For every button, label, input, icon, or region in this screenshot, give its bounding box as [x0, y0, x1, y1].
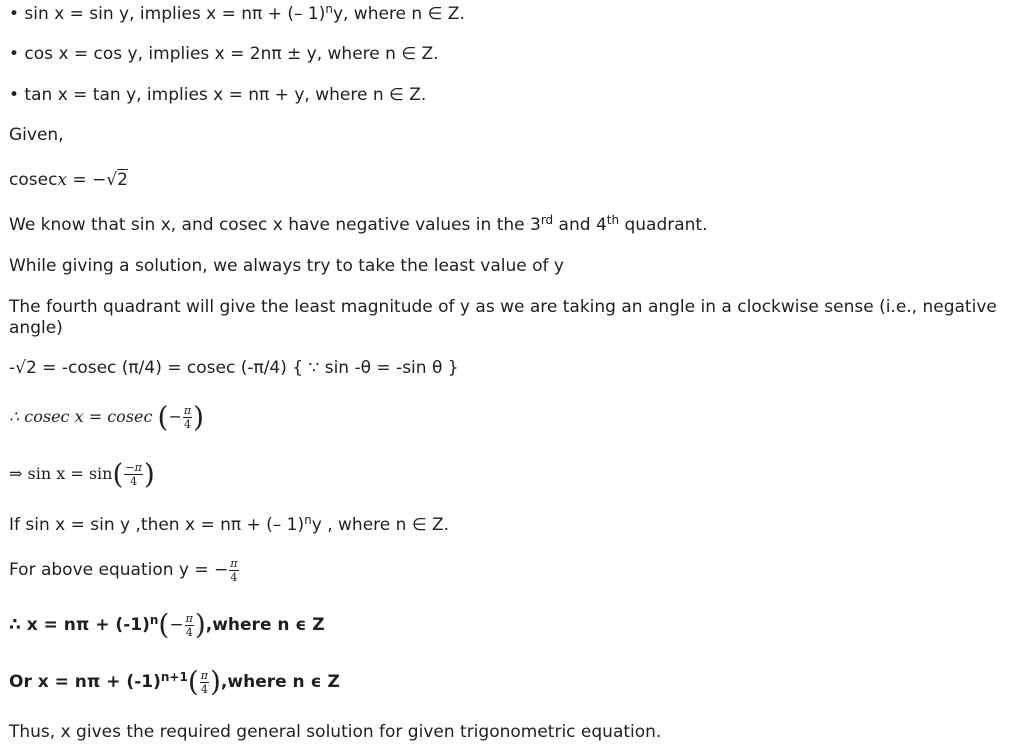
- y-value-equation: For above equation y = − $\frac{\pi}{4}$: [9, 556, 238, 584]
- result-equation-1: ∴ $x = n\pi + (-1)^n(-$ $\frac{\pi}{4}$ ),where n ϵ Z: [9, 608, 325, 641]
- cosec-equation: cosecx = −√2: [9, 170, 128, 190]
- conclusion-text: Thus, x gives the required general solution for given trigonometric equation.: [9, 722, 662, 742]
- given-label: Given,: [9, 125, 64, 145]
- bullet-cos-rule: • cos x = cos y, implies x = 2nπ ± y, where n ∈ Z.: [9, 44, 439, 64]
- fourth-quadrant-text: The fourth quadrant will give the least magnitude of y as we are taking an angle in a clockwise sense (i.e., negative angle): [9, 297, 997, 338]
- bullet-tan-rule: • tan x = tan y, implies x = nπ + y, where n ∈ Z.: [9, 85, 427, 105]
- implies-sin-equation: ⇒ sin x = sin( $\frac{-\pi}{4}$ ): [9, 457, 155, 491]
- therefore-cosec-equation: ∴ cosec x = cosec (− $\frac{\pi}{4}$ ): [9, 400, 205, 434]
- general-solution-rule: If sin x = sin y ,then x = nπ + (– 1)$^n$y , where n ∈ Z.: [9, 513, 450, 535]
- least-value-text: While giving a solution, we always try to take the least value of y: [9, 256, 564, 276]
- bullet-sin-rule: • sin x = sin y, implies x = nπ + (– 1)$^n$y, where n ∈ Z.: [9, 2, 465, 24]
- root-two-equation: -√2 = -cosec (π/4) = cosec (-π/4) { ∵ sin -θ = -sin θ }: [9, 358, 459, 378]
- result-equation-2: Or $x = n\pi + (-1)^{n+1}$( $\frac{\pi}{4}$ ),where n ϵ Z: [9, 665, 340, 698]
- negative-quadrant-text: We know that sin x, and cosec x have negative values in the 3rd and 4th quadrant.: [9, 213, 708, 235]
